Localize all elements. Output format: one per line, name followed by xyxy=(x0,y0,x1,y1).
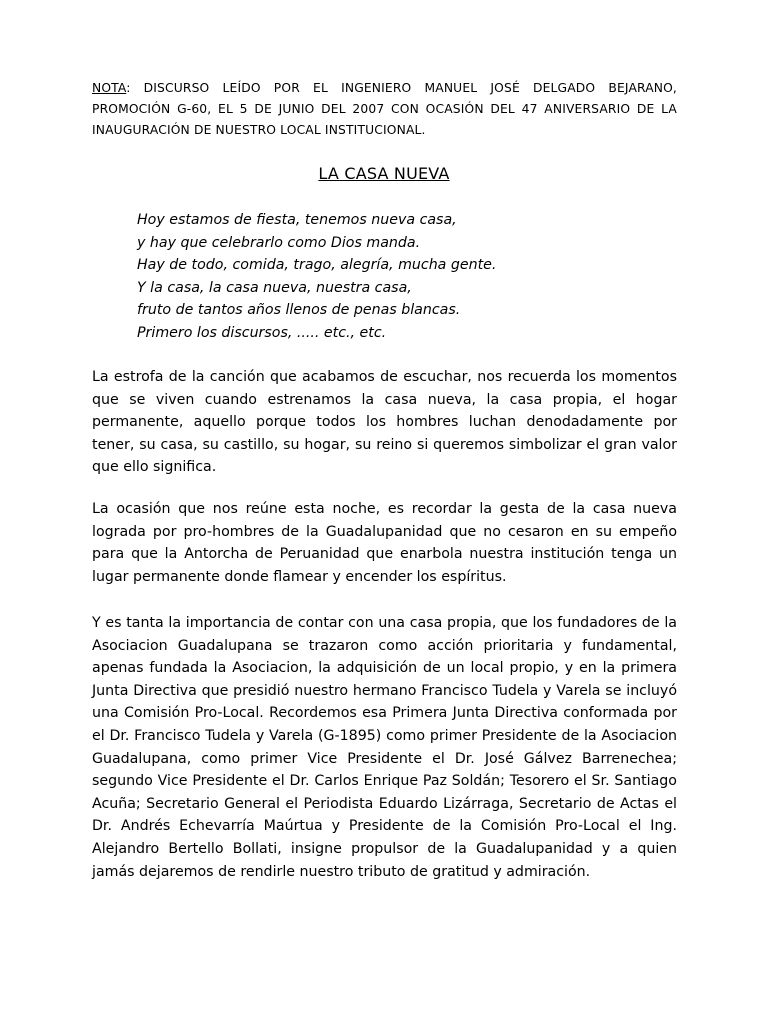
verse-line: Hay de todo, comida, trago, alegría, mucha gente. xyxy=(137,257,497,274)
note-label: NOTA xyxy=(92,81,127,95)
verse-line: Hoy estamos de fiesta, tenemos nueva casa, xyxy=(137,212,457,228)
verse-line: fruto de tantos años llenos de penas blancas. xyxy=(137,302,461,319)
verse-line: Primero los discursos, ..... etc., etc. xyxy=(137,324,387,341)
note-text: : DISCURSO LEÍDO POR EL INGENIERO MANUEL JOSÉ DELGADO BEJARANO, PROMOCIÓN G-60, EL 5 DE JUNIO DEL 2007 CON OCASIÓN DEL 47 ANIVERSARIO DE LA INAUGURACIÓN DE NUESTRO LOCAL INSTITUCIONAL. xyxy=(92,81,677,137)
note-header xyxy=(92,78,677,141)
document-title: LA CASA NUEVA xyxy=(318,164,450,183)
verse-line: y hay que celebrarlo como Dios manda. xyxy=(137,234,421,251)
body-paragraph: La ocasión que nos reúne esta noche, es recordar la gesta de la casa nueva lograda por pro-hombres de la Guadalupanidad que no cesaron en su empeño para que la Antorcha de Peruanidad que enarbola nuestra institución tenga un lugar permanente donde flamear y encender los espíritus. xyxy=(92,501,677,585)
verse-line: Y la casa, la casa nueva, nuestra casa, xyxy=(137,279,412,296)
body-paragraph: Y es tanta la importancia de contar con una casa propia, que los fundadores de la Asociacion Guadalupana se trazaron como acción prioritaria y fundamental, apenas fundada la Asociacion, la adquisición de un local propio, y en la primera Junta Directiva que presidió nuestro hermano Francisco Tudela y Varela se incluyó una Comisión Pro-Local. Recordemos esa Primera Junta Directiva conformada por el Dr. Francisco Tudela y Varela (G-1895) como primer Presidente de la Asociacion Guadalupana, como primer Vice Presidente el Dr. José Gálvez Barrenechea; segundo Vice Presidente el Dr. Carlos Enrique Paz Soldán; Tesorero el Sr. Santiago Acuña; Secretario General el Periodista Eduardo Lizárraga, Secretario de Actas el Dr. Andrés Echevarría Maúrtua y Presidente de la Comisión Pro-Local el Ing. Alejandro Bertello Bollati, insigne propulsor de la Guadalupanidad y a quien jamás dejaremos de rendirle nuestro tributo de gratitud y admiración. xyxy=(92,615,677,880)
song-verse xyxy=(137,209,657,345)
body-paragraph: La estrofa de la canción que acabamos de escuchar, nos recuerda los momentos que se viven cuando estrenamos la casa nueva, la casa propia, el hogar permanente, aquello porque todos los hombres luchan denodadamente por tener, su casa, su castillo, su hogar, su reino si queremos simbolizar el gran valor que ello significa. xyxy=(92,369,677,476)
